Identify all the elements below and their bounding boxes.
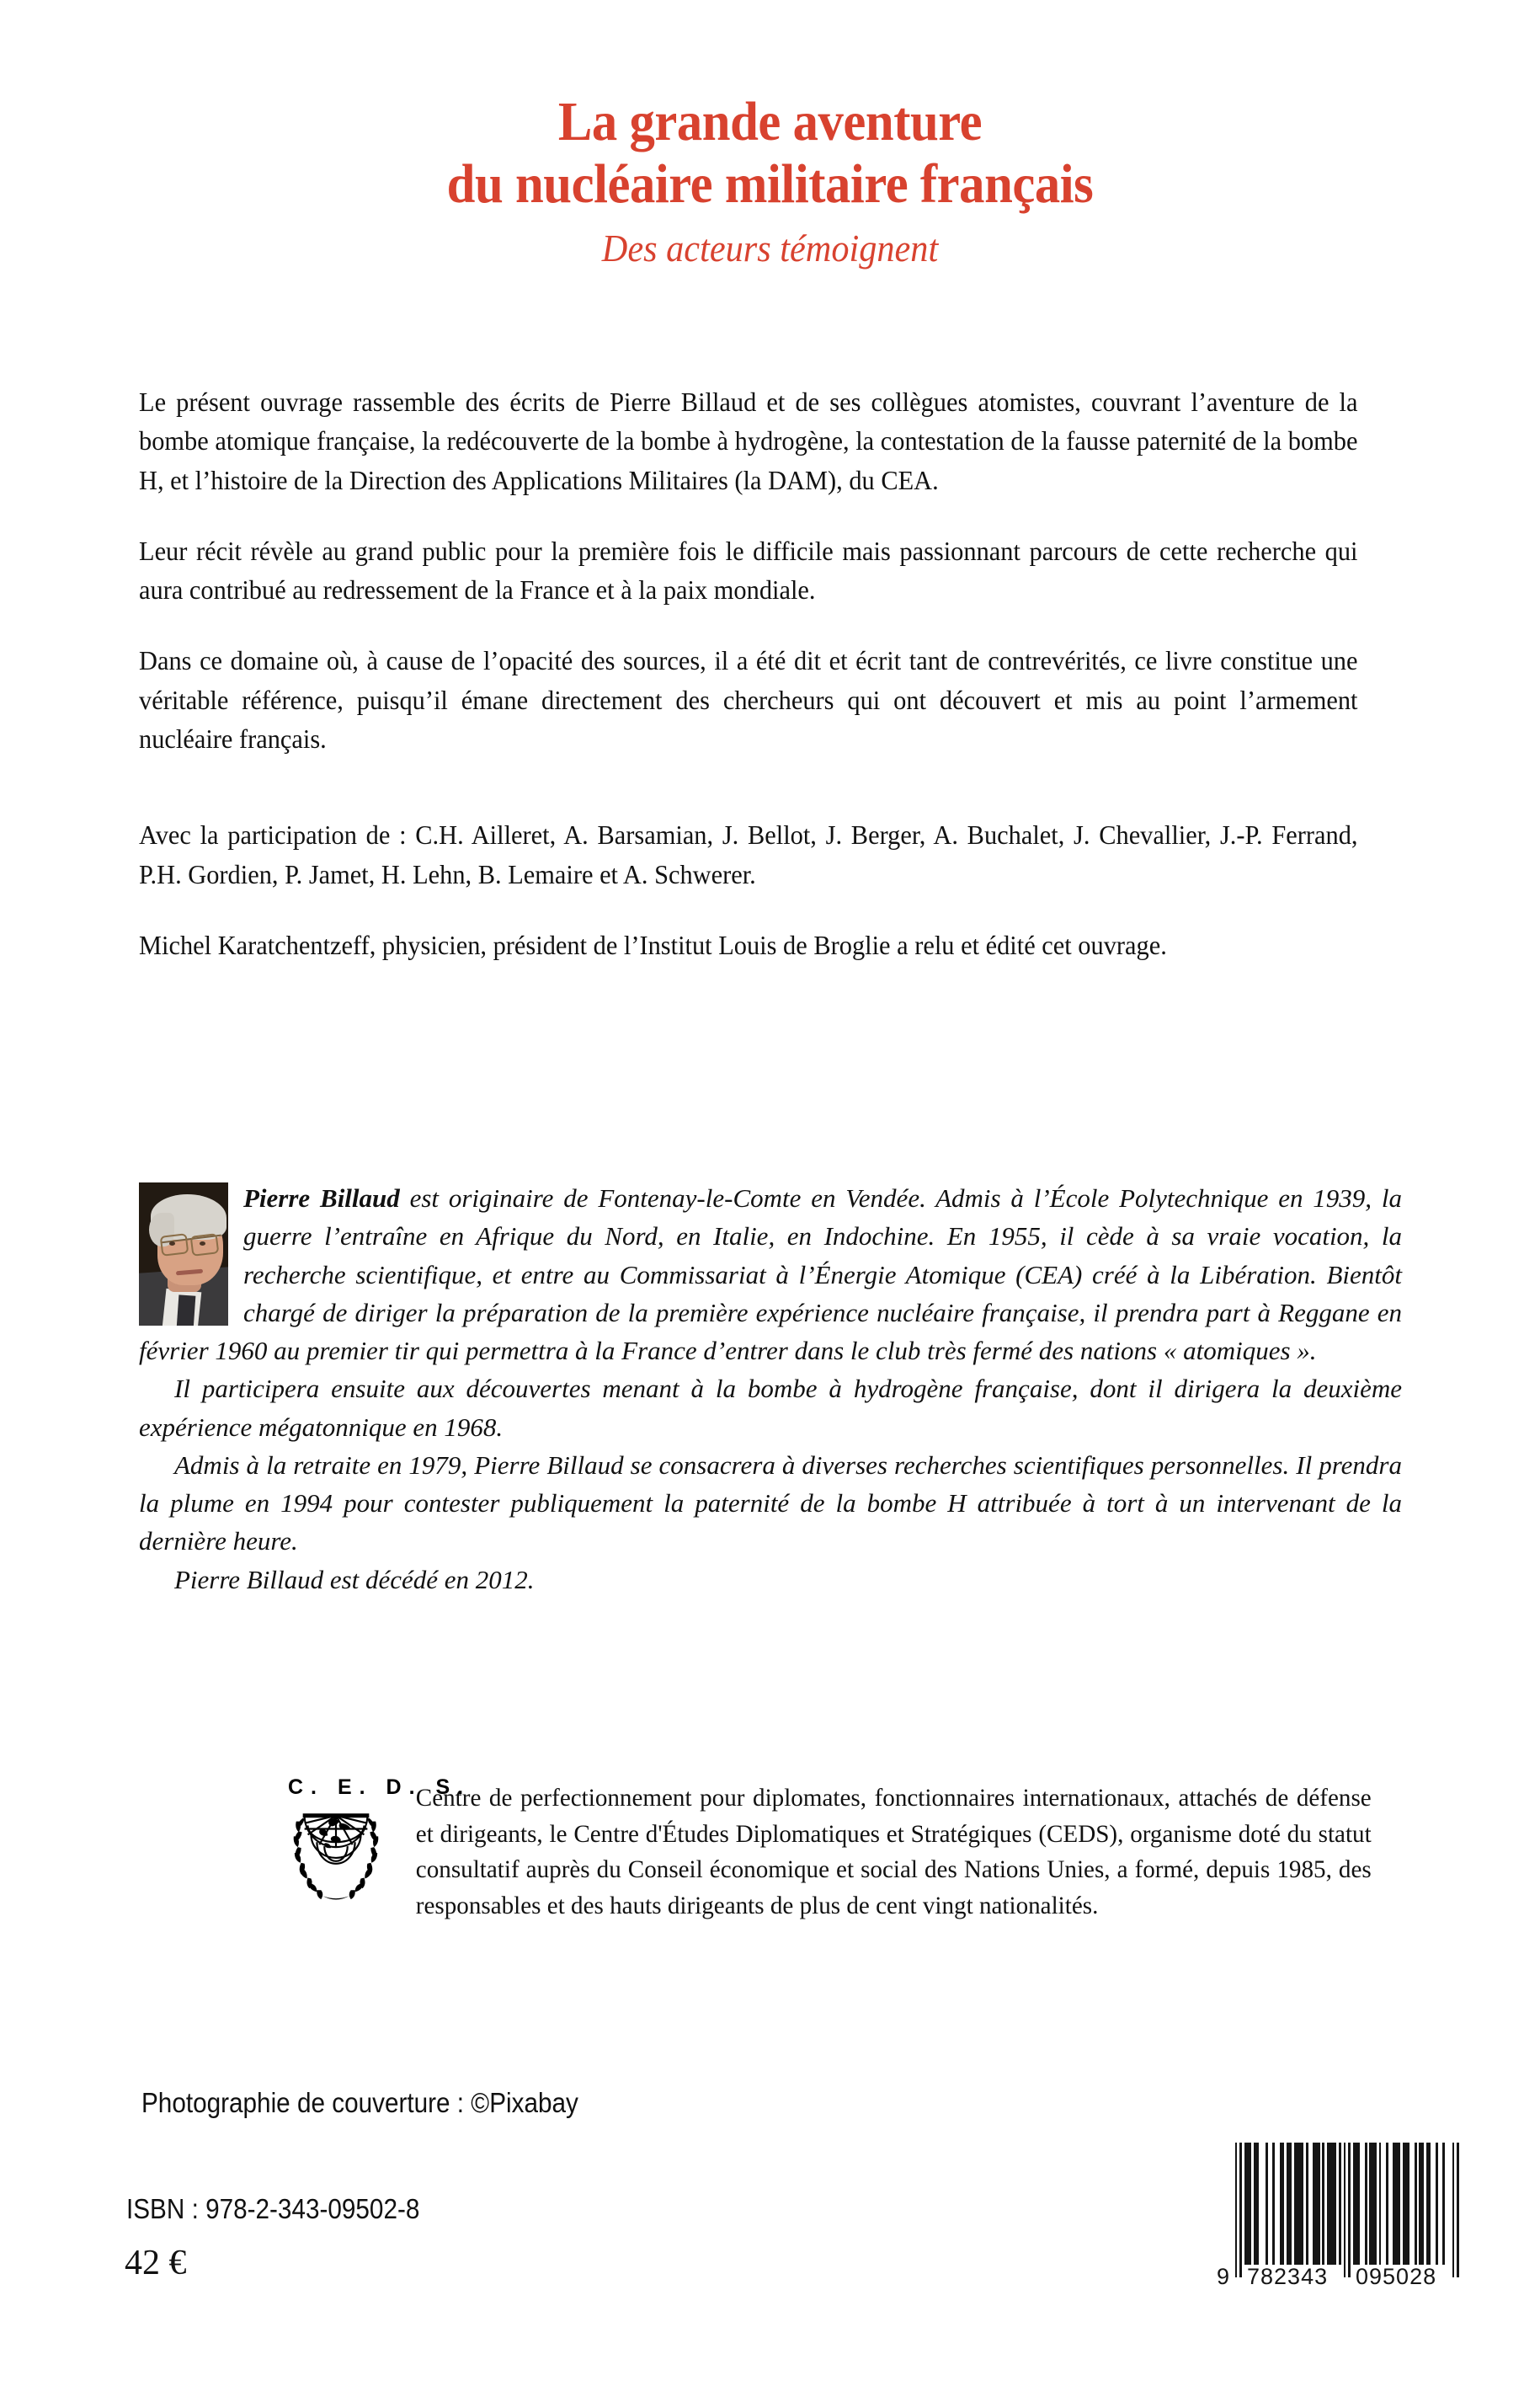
barcode-bar bbox=[1369, 2143, 1376, 2265]
book-title-line-2: du nucléaire militaire français bbox=[446, 152, 1094, 215]
barcode-bar bbox=[1457, 2143, 1459, 2277]
barcode-bars bbox=[1218, 2143, 1471, 2277]
book-title-line-1: La grande aventure bbox=[557, 91, 983, 152]
photo-eye-right bbox=[200, 1241, 205, 1246]
barcode-bar bbox=[1393, 2143, 1399, 2265]
bio-paragraph-4: Pierre Billaud est décédé en 2012. bbox=[174, 1564, 535, 1594]
barcode-bar bbox=[1272, 2143, 1275, 2265]
barcode-bar bbox=[1306, 2143, 1308, 2265]
barcode-bar bbox=[1403, 2143, 1409, 2265]
barcode-bar bbox=[1365, 2143, 1367, 2265]
editor-paragraph: Michel Karatchentzeff, physicien, président de l’Institut Louis de Broglie a relu et édité cet ouvrage. bbox=[139, 930, 1167, 960]
barcode-bar bbox=[1353, 2143, 1360, 2265]
barcode-bar bbox=[1313, 2143, 1319, 2265]
blurb-paragraph-1: Le présent ouvrage rassemble des écrits de Pierre Billaud et de ses collègues atomistes, couvrant l’aventure de la bombe atomique française, la redécouverte de la bombe à hydrogène, la contestation de la fausse paternité de la bombe H, et l’histoire de la Direction des Applications Militaires (la DAM), du CEA. bbox=[139, 387, 1358, 495]
barcode-bar bbox=[1415, 2143, 1417, 2265]
barcode-bar bbox=[1287, 2143, 1292, 2265]
barcode-bar bbox=[1386, 2143, 1388, 2265]
barcode-bar bbox=[1266, 2143, 1268, 2265]
barcode-bar bbox=[1379, 2143, 1382, 2265]
barcode-bar bbox=[1344, 2143, 1346, 2277]
blurb-spacer bbox=[139, 791, 1402, 816]
photo-eye-left bbox=[169, 1241, 175, 1246]
photo-tie bbox=[177, 1294, 196, 1326]
ceds-description: Centre de perfectionnement pour diplomates, fonctionnaires internationaux, attachés de défense et dirigeants, le Centre d'Études Diplomatiques et Stratégiques (CEDS), organisme doté du statut consultatif auprès du Conseil économique et social des Nations Unies, a formé, depuis 1985, des responsables et des hauts dirigeants de plus de cent vingt nationalités. bbox=[415, 1784, 1372, 1919]
title-block bbox=[0, 91, 1540, 271]
bio-paragraph-2: Il participera ensuite aux découvertes menant à la bombe à hydrogène française, dont il dirigera la deuxième expérience mégatonnique en 1968. bbox=[139, 1374, 1402, 1442]
barcode-bar bbox=[1327, 2143, 1336, 2265]
contributors-paragraph: Avec la participation de : C.H. Ailleret, A. Barsamian, J. Bellot, J. Berger, A. Buchalet, J. Chevallier, J.-P. Ferrand, P.H. Gordien, P. Jamet, H. Lehn, B. Lemaire et A. Schwerer. bbox=[139, 820, 1358, 889]
barcode-bar bbox=[1280, 2143, 1285, 2265]
bio-paragraph-1 bbox=[139, 1179, 1402, 1369]
book-title bbox=[61, 91, 1479, 216]
ceds-logo-letters: C. E. D. S. bbox=[288, 1775, 472, 1799]
author-name: Pierre Billaud bbox=[243, 1183, 400, 1213]
ean13-barcode bbox=[1218, 2143, 1471, 2311]
price-text: 42 € bbox=[125, 2244, 187, 2282]
author-bio-section bbox=[139, 1179, 1402, 1599]
barcode-bar bbox=[1348, 2143, 1351, 2277]
bio-paragraph-1-text: est originaire de Fontenay-le-Comte en Vendée. Admis à l’École Polytechnique en 1939, la guerre l’entraîne en Afrique du Nord, en Italie, en Indochine. En 1955, il cède à sa vraie vocation, la recherche scientifique, et entre au Commissariat à l’Énergie Atomique (CEA) créé à la Libération. Bientôt chargé de diriger la préparation de la première expérience nucléaire française, il prendra part à Reggane en février 1960 au premier tir qui permettra à la France d’entrer dans le club très fermé des nations « atomiques ». bbox=[139, 1183, 1402, 1365]
barcode-bar bbox=[1436, 2143, 1438, 2265]
barcode-bar bbox=[1235, 2143, 1238, 2277]
barcode-bar bbox=[1452, 2143, 1455, 2277]
book-subtitle: Des acteurs témoignent bbox=[601, 227, 939, 270]
barcode-bar bbox=[1426, 2143, 1431, 2265]
cover-photo-credit: Photographie de couverture : ©Pixabay bbox=[141, 2087, 578, 2118]
barcode-bar bbox=[1239, 2143, 1242, 2277]
blurb-paragraph-2: Leur récit révèle au grand public pour la première fois le difficile mais passionnant parcours de cette recherche qui aura contribué au redressement de la France et à la paix mondiale. bbox=[139, 536, 1358, 606]
barcode-bar bbox=[1322, 2143, 1324, 2265]
barcode-bar bbox=[1294, 2143, 1303, 2265]
ceds-section bbox=[139, 1775, 1402, 1924]
barcode-digit-lead: 9 bbox=[1217, 2264, 1231, 2289]
barcode-bar bbox=[1419, 2143, 1424, 2265]
bio-paragraph-3: Admis à la retraite en 1979, Pierre Billaud se consacrera à diverses recherches scientifiques personnelles. Il prendra la plume en 1994 pour contester publiquement la paternité de la bombe H attribuée à tort à un intervenant de la dernière heure. bbox=[139, 1449, 1402, 1556]
author-photo bbox=[139, 1182, 228, 1326]
blurb-paragraph-3: Dans ce domaine où, à cause de l’opacité des sources, il a été dit et écrit tant de contrevérités, ce livre constitue une véritable référence, puisqu’il émane directement des chercheurs qui ont découvert et mis au point l’armement nucléaire français. bbox=[139, 646, 1358, 755]
barcode-bar bbox=[1244, 2143, 1251, 2265]
ceds-globe-laurel-icon bbox=[286, 1803, 386, 1903]
isbn-text: ISBN : 978-2-343-09502-8 bbox=[126, 2193, 420, 2224]
ceds-logo bbox=[139, 1775, 472, 1907]
barcode-digits-left: 782343 bbox=[1247, 2264, 1329, 2289]
barcode-bar bbox=[1254, 2143, 1259, 2265]
blurb-section bbox=[139, 383, 1402, 965]
barcode-digits-right: 095028 bbox=[1356, 2264, 1437, 2289]
barcode-bar bbox=[1339, 2143, 1341, 2265]
barcode-bar bbox=[1442, 2143, 1445, 2265]
